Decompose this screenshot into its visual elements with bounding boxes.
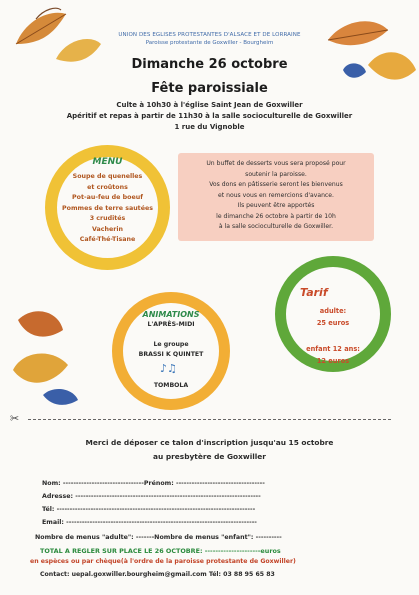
tarif-adult-price: 25 euros: [316, 319, 350, 327]
buffet-line: Vos dons en pâtisserie seront les bienvenus: [209, 181, 343, 188]
menu-item: Soupe de quenelles: [72, 173, 143, 180]
buffet-line: Un buffet de desserts vous sera proposé pour: [206, 160, 346, 167]
menu-item: 3 crudités: [89, 215, 126, 222]
buffet-line: le dimanche 26 octobre à partir de 10h: [216, 212, 336, 220]
buffet-line: Ils peuvent être apportés: [237, 202, 315, 209]
form-email-field[interactable]: Email: -------------------------------------------------------------------------: [42, 519, 257, 526]
menu-item: Vacherin: [91, 225, 123, 233]
tarif-child-price: 12 euros: [316, 357, 350, 365]
buffet-text: [180, 159, 372, 233]
cut-line: [28, 419, 391, 420]
music-note-icon: ♪♫: [160, 362, 177, 375]
event-info-line: Culte à 10h30 à l'église Saint Jean de Goxwiller: [116, 101, 303, 109]
menu-item: Café-Thé-Tisane: [79, 236, 136, 243]
event-info-line: Apéritif et repas à partir de 11h30 à la salle socioculturelle de Goxwiller: [66, 112, 353, 120]
form-total-field[interactable]: TOTAL A REGLER SUR PLACE LE 26 OCTOBRE: ---------------------euros: [40, 547, 281, 555]
menu-item: Pot-au-feu de boeuf: [72, 194, 143, 201]
contact-line: Contact: uepal.goxwiller.bourgheim@gmail.com Tél: 03 88 95 65 83: [40, 571, 275, 578]
menu-list: [45, 172, 170, 246]
form-menus-field[interactable]: Nombre de menus "adulte": -------Nombre de menus "enfant": ----------: [35, 534, 282, 541]
buffet-line: soutenir la paroisse.: [245, 170, 307, 178]
autumn-leaf-icon: [3, 300, 83, 410]
organization-line-2: Paroisse protestante de Goxwiller - Bourgheim: [145, 40, 274, 46]
event-info-line: 1 rue du Vignoble: [174, 123, 245, 131]
event-date: Dimanche 26 octobre: [131, 57, 288, 72]
buffet-line: et nous vous en remercions d'avance.: [218, 191, 334, 199]
tarif-adult-label: adulte:: [319, 307, 347, 315]
menu-title: MENU: [92, 157, 123, 167]
payment-note: en espèces ou par chèque(à l'ordre de la paroisse protestante de Goxwiller): [30, 558, 296, 565]
form-name-field[interactable]: Nom: -------------------------------Prénom: ----------------------------------: [42, 480, 265, 487]
tarif-title: Tarif: [300, 286, 328, 299]
form-address-field[interactable]: Adresse: -----------------------------------------------------------------------: [42, 493, 261, 500]
animations-subtitle: L'APRÈS-MIDI: [147, 321, 195, 328]
animations-group: Le groupe: [153, 341, 189, 348]
event-title: Fête paroissiale: [151, 81, 268, 96]
scissors-icon: ✂: [10, 412, 20, 425]
buffet-line: à la salle socioculturelle de Goxwiller.: [218, 223, 334, 230]
menu-item: et croûtons: [87, 183, 128, 191]
form-phone-field[interactable]: Tél: ----------------------------------------------------------------------------: [42, 506, 256, 513]
talon-instruction: Merci de déposer ce talon d'inscription jusqu'au 15 octobre: [85, 438, 334, 447]
animations-tombola: TOMBOLA: [153, 382, 189, 389]
animations-band: BRASSI K QUINTET: [138, 351, 204, 358]
talon-location: au presbytère de Goxwiller: [153, 452, 266, 461]
menu-item: Pommes de terre sautées: [62, 204, 153, 212]
animations-title: ANIMATIONS: [142, 310, 200, 319]
tarif-child-label: enfant 12 ans:: [306, 345, 360, 353]
organization-line-1: UNION DES EGLISES PROTESTANTES D'ALSACE ET DE LORRAINE: [118, 32, 301, 38]
